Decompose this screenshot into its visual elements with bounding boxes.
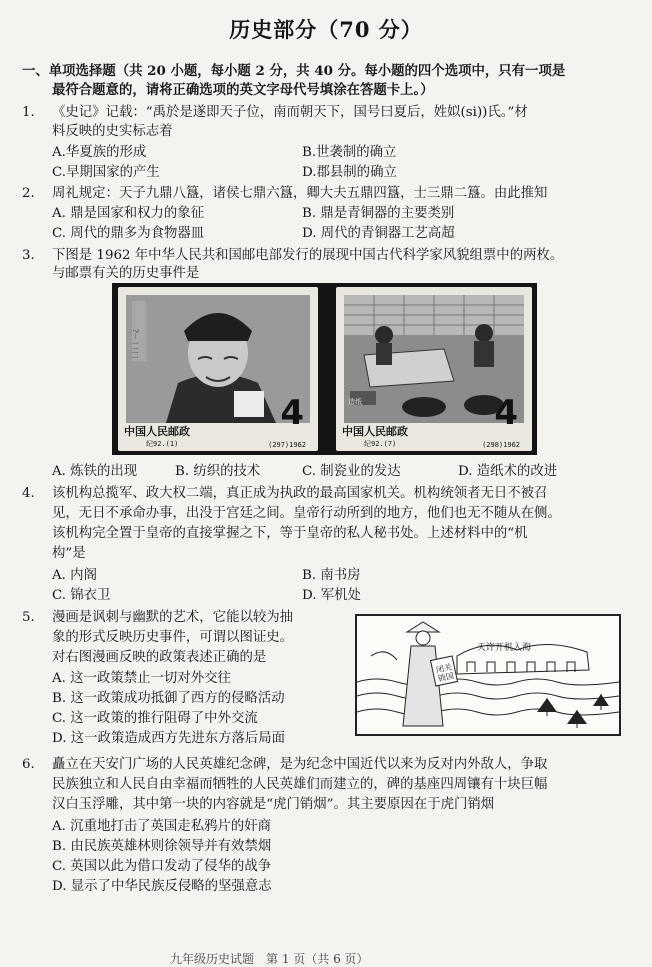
stamp-side-text: ?－一二一 — [131, 329, 139, 361]
q5-option-c: C. 这一政策的推行阻碍了中外交流 — [52, 711, 258, 726]
q3-option-d: D. 造纸术的改进 — [458, 464, 558, 479]
q6-stem: 汉白玉浮雕，其中第一块的内容就是“虎门销烟”。其主要原因在于虎门销烟 — [52, 797, 495, 812]
q1-option-b: B.世袭制的确立 — [302, 145, 397, 160]
q2-number: 2. — [22, 186, 35, 201]
q3-option-b: B. 纺织的技术 — [175, 464, 261, 479]
stamp-caption: 中国人民邮政 — [124, 425, 190, 438]
q1-option-d: D.郡县制的确立 — [302, 165, 397, 180]
q3-number: 3. — [22, 248, 35, 263]
stamp-code-left: 纪92.(1) — [146, 440, 179, 448]
q4-option-c: C. 锦衣卫 — [52, 588, 111, 603]
q6-stem: 民族独立和人民自由幸福而牺牲的人民英雄们而建立的，碑的基座四周镶有十块巨幅 — [52, 777, 548, 792]
stamp-value: 4 — [280, 393, 304, 433]
page-footer: 九年级历史试题 第 1 页（共 6 页） — [170, 952, 369, 966]
section-heading-cont: 最符合题意的，请将正确选项的英文字母代号填涂在答题卡上。） — [52, 82, 434, 98]
q3-stem: 与邮票有关的历史事件是 — [52, 266, 200, 281]
q4-option-a: A. 内阁 — [52, 568, 97, 583]
stamp-code-right: (297)1962 — [268, 441, 306, 449]
q1-stem: 《史记》记载：“禹於是遂即天子位，南而朝天下，国号曰夏后，姓姒(si))氏。”材 — [52, 105, 528, 120]
q4-stem: 见，无日不承命办事，出没于宫廷之间。皇帝行动所到的地方，他们也无不随从在侧。 — [52, 506, 561, 521]
q2-option-b: B. 鼎是青铜器的主要类别 — [302, 206, 455, 221]
q4-stem: 构”是 — [52, 546, 86, 561]
q5-stem: 漫画是讽刺与幽默的艺术，它能以较为抽 — [52, 610, 294, 625]
q5-stem: 象的形式反映历史事件，可谓以图证史。 — [52, 630, 294, 645]
cartoon-sign-text: 闭关锁国 — [435, 662, 455, 684]
q2-option-c: C. 周代的鼎多为食物器皿 — [52, 226, 205, 241]
q6-option-d: D. 显示了中华民族反侵略的坚强意志 — [52, 879, 272, 894]
q2-option-d: D. 周代的青铜器工艺高超 — [302, 226, 455, 241]
stamp-scientist-portrait — [118, 287, 318, 451]
q1-number: 1. — [22, 105, 35, 120]
stamp-papermaking — [336, 287, 532, 451]
q2-option-a: A. 鼎是国家和权力的象征 — [52, 206, 205, 221]
q5-stem: 对右图漫画反映的政策表述正确的是 — [52, 650, 267, 665]
q6-option-a: A. 沉重地打击了英国走私鸦片的奸商 — [52, 819, 272, 834]
stamp-image — [112, 283, 537, 455]
q4-stem: 该机构总揽军、政大权二端，真正成为执政的最高国家机关。机构统领者无日不被召 — [52, 486, 548, 501]
q1-stem: 料反映的史实标志着 — [52, 124, 173, 139]
cartoon-banner-text: 天许开机入海 — [477, 643, 532, 653]
section-heading: 一、单项选择题（共 20 小题，每小题 2 分，共 40 分。每小题的四个选项中，只有一项是 — [22, 63, 566, 79]
stamp-code-left: 纪92.(7) — [364, 440, 397, 448]
q4-stem: 该机构完全置于皇帝的直接掌握之下，等于皇帝的私人秘书处。上述材料中的“机 — [52, 526, 528, 541]
stamp-side-text: 造纸 — [348, 398, 362, 406]
page-title: 历史部分（70 分） — [229, 17, 423, 42]
q6-number: 6. — [22, 757, 35, 772]
q4-option-b: B. 南书房 — [302, 568, 361, 583]
q5-option-b: B. 这一政策成功抵御了西方的侵略活动 — [52, 691, 285, 706]
stamp-caption: 中国人民邮政 — [342, 425, 408, 438]
q3-option-a: A. 炼铁的出现 — [52, 464, 138, 479]
q6-option-b: B. 由民族英雄林则徐领导并有效禁烟 — [52, 839, 272, 854]
q1-option-c: C.早期国家的产生 — [52, 165, 160, 180]
q1-option-a: A.华夏族的形成 — [52, 145, 147, 160]
q4-number: 4. — [22, 486, 35, 501]
q6-option-c: C. 英国以此为借口发动了侵华的战争 — [52, 859, 272, 874]
cartoon-closed-door-policy — [355, 614, 621, 736]
q3-stem: 下图是 1962 年中华人民共和国邮电部发行的展现中国古代科学家风貌组票中的两枚。 — [52, 248, 564, 263]
stamp-code-right: (298)1962 — [482, 441, 520, 449]
q6-stem: 矗立在天安门广场的人民英雄纪念碑，是为纪念中国近代以来为反对内外敌人，争取 — [52, 757, 548, 772]
q4-option-d: D. 军机处 — [302, 588, 361, 603]
q2-stem: 周礼规定：天子九鼎八簋，诸侯七鼎六簋，卿大夫五鼎四簋，士三鼎二簋。由此推知 — [52, 186, 548, 201]
stamp-value: 4 — [494, 393, 518, 433]
q5-option-a: A. 这一政策禁止一切对外交往 — [52, 671, 231, 686]
q5-number: 5. — [22, 610, 35, 625]
q3-option-c: C. 制瓷业的发达 — [302, 464, 401, 479]
q5-option-d: D. 这一政策造成西方先进东方落后局面 — [52, 731, 286, 746]
